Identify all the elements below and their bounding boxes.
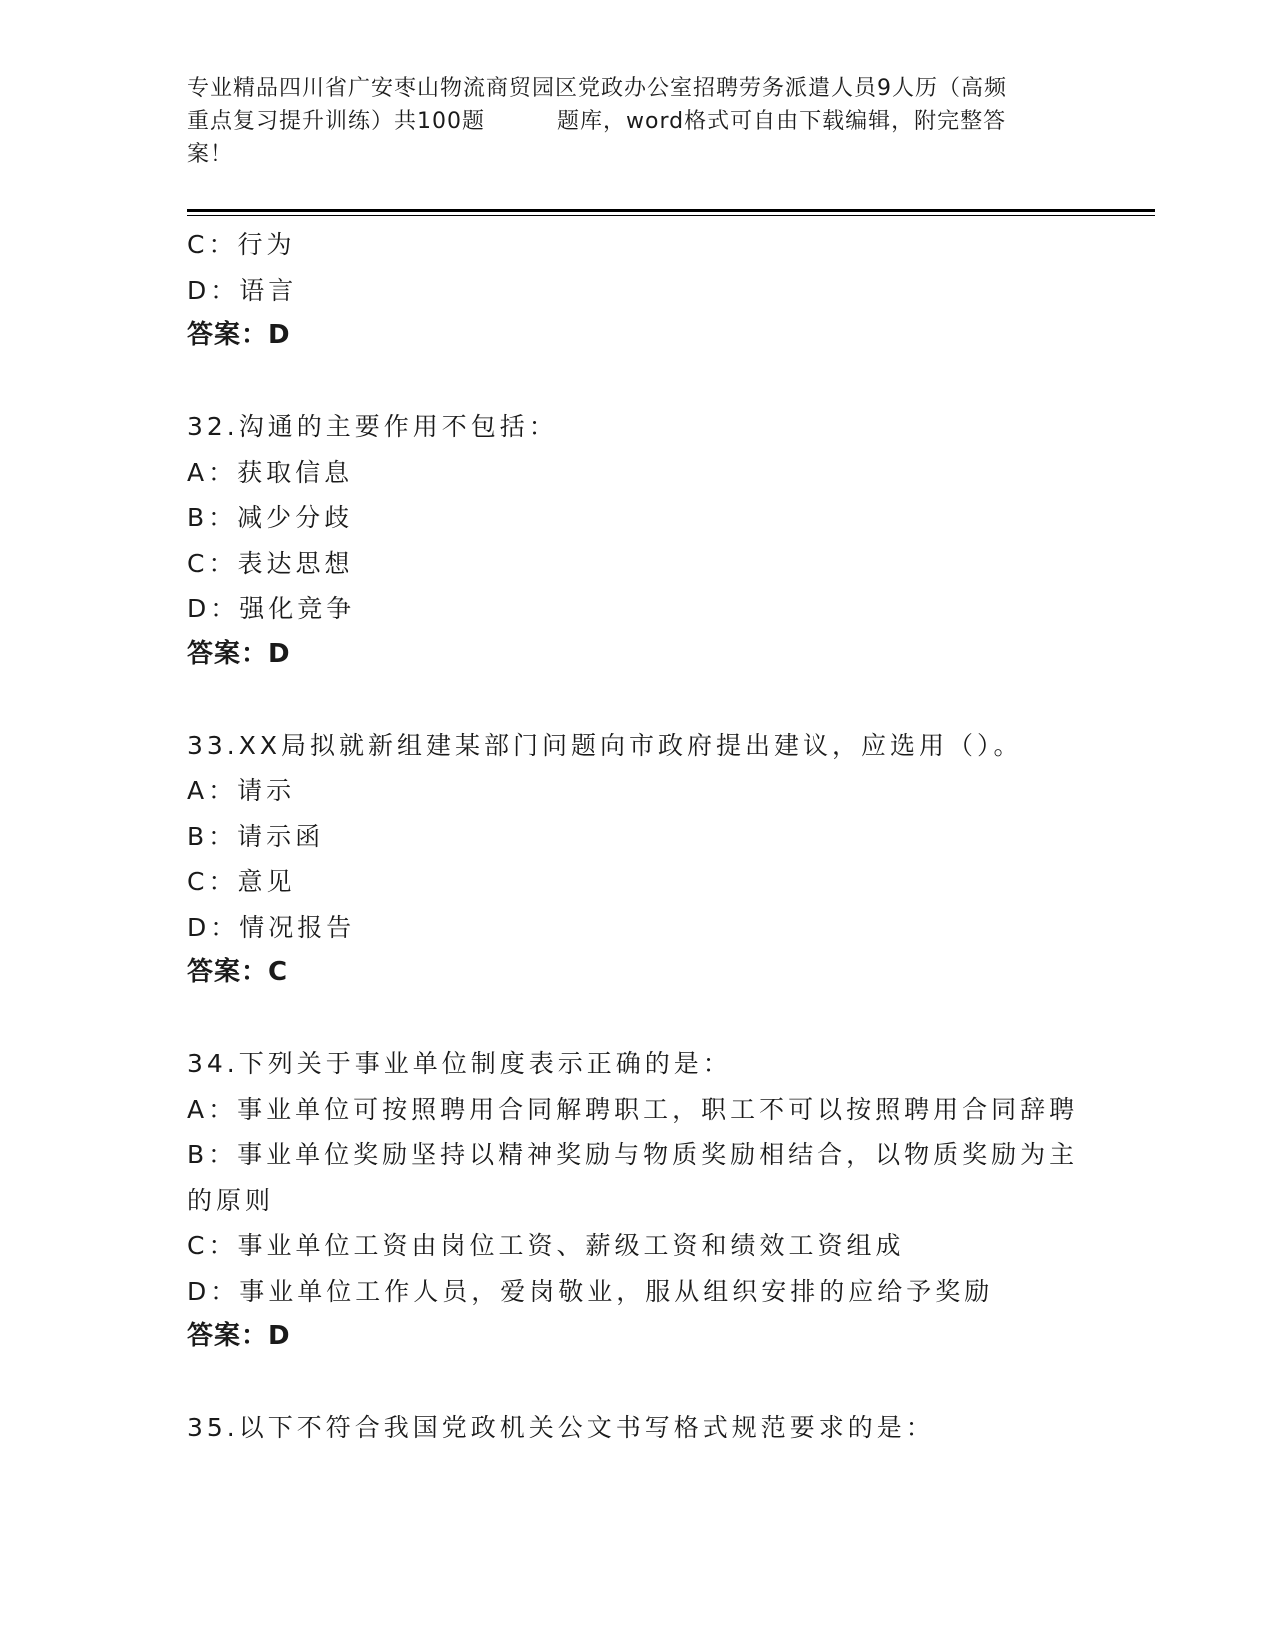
option-c: C：表达思想 (187, 548, 354, 578)
option-d: D：情况报告 (187, 912, 356, 942)
option-b: B：事业单位奖励坚持以精神奖励与物质奖励相结合，以物质奖励为主 (187, 1140, 1079, 1169)
option-a: A：获取信息 (187, 457, 354, 487)
option-b: B：减少分歧 (187, 503, 354, 532)
blank-line (187, 359, 1087, 405)
option-d: D：语言 (187, 275, 298, 305)
blank-line (187, 1360, 1087, 1406)
header-divider-thick (187, 209, 1155, 212)
option-a: A：请示 (187, 776, 296, 805)
header-line-2-b: 题库，word格式可自由下载编辑，附完整答 (557, 109, 1007, 134)
page-header (187, 72, 1087, 171)
header-line-3: 案！ (187, 142, 234, 167)
option-b-continued: 的原则 (187, 1185, 275, 1215)
question-content (187, 222, 1087, 1451)
header-line-1: 专业精品四川省广安枣山物流商贸园区党政办公室招聘劳务派遣人员9人历（高频 (187, 76, 1007, 101)
question-34: 34.下列关于事业单位制度表示正确的是： (187, 1049, 732, 1078)
option-b: B：请示函 (187, 821, 325, 851)
answer-line: 答案：D (187, 320, 291, 350)
answer-line: 答案：C (187, 957, 289, 987)
header-line-2-a: 重点复习提升训练）共100题 (187, 109, 485, 134)
option-c: C：事业单位工资由岗位工资、薪级工资和绩效工资组成 (187, 1231, 905, 1260)
option-d: D：强化竞争 (187, 594, 356, 623)
blank-line (187, 677, 1087, 723)
header-line-2 (187, 105, 1087, 138)
question-32: 32.沟通的主要作用不包括： (187, 412, 558, 441)
answer-line: 答案：D (187, 1321, 291, 1351)
blank-line (187, 996, 1087, 1042)
question-35: 35.以下不符合我国党政机关公文书写格式规范要求的是： (187, 1413, 935, 1442)
question-33: 33.XX局拟就新组建某部门问题向市政府提出建议，应选用（）。 (187, 730, 1023, 760)
option-c: C：行为 (187, 230, 296, 259)
option-d: D：事业单位工作人员，爱岗敬业，服从组织安排的应给予奖励 (187, 1276, 994, 1306)
option-a: A：事业单位可按照聘用合同解聘职工，职工不可以按照聘用合同辞聘 (187, 1094, 1079, 1124)
answer-line: 答案：D (187, 638, 291, 669)
option-c: C：意见 (187, 867, 296, 896)
header-divider-thin (187, 215, 1155, 216)
